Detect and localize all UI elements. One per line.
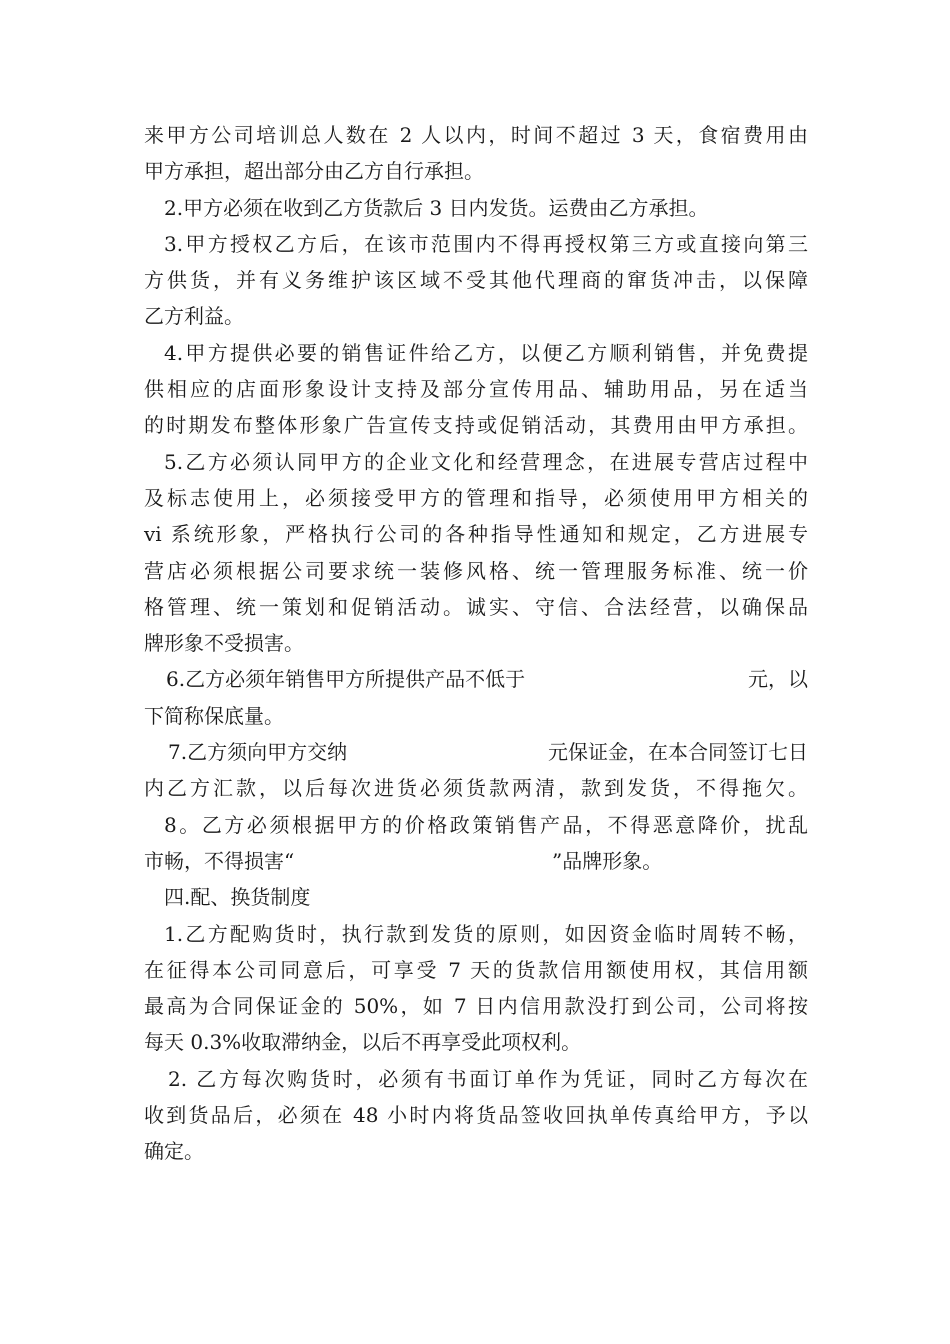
text-line: 5.乙方必须认同甲方的企业文化和经营理念，在进展专营店过程中 xyxy=(164,449,808,474)
text-line: 来甲方公司培训总人数在 2 人以内，时间不超过 3 天，食宿费用由 xyxy=(144,123,808,147)
text-line: 内乙方汇款，以后每次进货必须货款两清，款到发货，不得拖欠。 xyxy=(144,776,808,801)
text-line: 在征得本公司同意后，可享受 7 天的货款信用额使用权，其信用额 xyxy=(144,957,808,982)
section-heading: 四.配、换货制度 xyxy=(164,885,311,910)
text-line: 8。乙方必须根据甲方的价格政策销售产品，不得恶意降价，扰乱 xyxy=(164,812,808,837)
text-line: 最高为合同保证金的 50%，如 7 日内信用款没打到公司，公司将按 xyxy=(144,994,808,1019)
text-line: 及标志使用上，必须接受甲方的管理和指导，必须使用甲方相关的 xyxy=(144,485,808,510)
text-line: 营店必须根据公司要求统一装修风格、统一管理服务标准、统一价 xyxy=(144,558,808,583)
text-segment: 7.乙方须向甲方交纳 xyxy=(168,740,348,765)
text-segment: ”品牌形象。 xyxy=(552,848,663,873)
text-line: 2.甲方必须在收到乙方货款后 3 日内发货。运费由乙方承担。 xyxy=(164,195,709,220)
text-segment: 6.乙方必须年销售甲方所提供产品不低于 xyxy=(166,667,526,692)
text-line: 每天 0.3%收取滞纳金，以后不再享受此项权利。 xyxy=(144,1030,582,1055)
text-line: 供相应的店面形象设计支持及部分宣传用品、辅助用品，另在适当 xyxy=(144,377,808,402)
text-line-with-blank xyxy=(144,843,808,879)
text-line: 确定。 xyxy=(144,1139,204,1164)
text-line: 1.乙方配购货时，执行款到发货的原则，如因资金临时周转不畅， xyxy=(164,921,808,946)
text-line: 乙方利益。 xyxy=(144,304,244,329)
text-line: 甲方承担，超出部分由乙方自行承担。 xyxy=(144,159,484,184)
text-line: 2. 乙方每次购货时，必须有书面订单作为凭证，同时乙方每次在 xyxy=(168,1066,808,1091)
text-line: vi 系统形象，严格执行公司的各种指导性通知和规定，乙方进展专 xyxy=(144,522,808,547)
text-segment: 市畅，不得损害“ xyxy=(144,848,295,873)
text-line: 4.甲方提供必要的销售证件给乙方，以便乙方顺利销售，并免费提 xyxy=(164,340,808,365)
text-line: 下简称保底量。 xyxy=(144,703,284,728)
text-line: 3.甲方授权乙方后，在该市范围内不得再授权第三方或直接向第三 xyxy=(164,231,808,256)
text-line-with-blank xyxy=(144,661,808,697)
text-segment: 元，以 xyxy=(748,667,808,692)
text-line-with-blank xyxy=(144,734,808,770)
text-line: 收到货品后，必须在 48 小时内将货品签收回执单传真给甲方，予以 xyxy=(144,1103,808,1128)
text-line: 牌形象不受损害。 xyxy=(144,631,304,656)
text-line: 方供货，并有义务维护该区域不受其他代理商的窜货冲击，以保障 xyxy=(144,268,808,293)
text-line: 的时期发布整体形象广告宣传支持或促销活动，其费用由甲方承担。 xyxy=(144,413,808,438)
text-line: 格管理、统一策划和促销活动。诚实、守信、合法经营，以确保品 xyxy=(144,594,808,619)
document-body xyxy=(144,117,808,1170)
text-segment: 元保证金，在本合同签订七日 xyxy=(548,740,808,765)
